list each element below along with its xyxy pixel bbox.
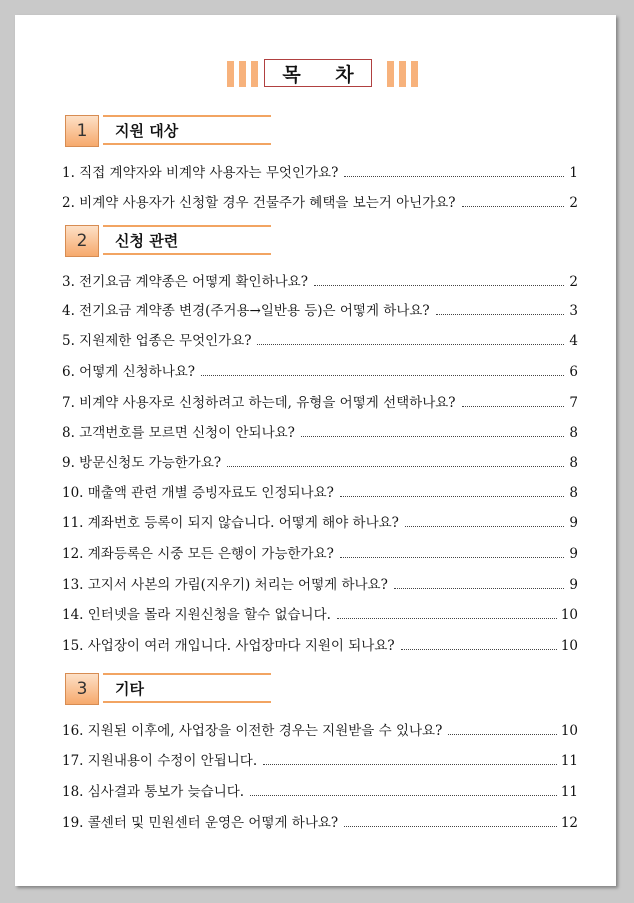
toc-leader: [340, 495, 564, 497]
title-left-stripes: [227, 61, 258, 87]
toc-item-text: 3. 전기요금 계약종은 어떻게 확인하나요?: [62, 274, 308, 290]
toc-item-text: 5. 지원제한 업종은 무엇인가요?: [62, 333, 252, 349]
toc-item-text: 7. 비계약 사용자로 신청하려고 하는데, 유형을 어떻게 선택하나요?: [62, 395, 456, 411]
toc-item-page: 3: [569, 303, 578, 319]
toc-item[interactable]: [62, 719, 578, 739]
toc-leader: [257, 343, 564, 345]
toc-item-text: 1. 직접 계약자와 비계약 사용자는 무엇인가요?: [62, 165, 339, 181]
toc-leader: [250, 794, 557, 796]
toc-item-text: 16. 지원된 이후에, 사업장을 이전한 경우는 지원받을 수 있나요?: [62, 723, 443, 739]
toc-item-page: 9: [569, 515, 578, 531]
toc-item-page: 11: [560, 753, 578, 769]
toc-item[interactable]: [62, 329, 578, 349]
toc-item[interactable]: [62, 511, 578, 531]
toc-item-page: 1: [569, 165, 578, 181]
toc-leader: [405, 525, 564, 527]
section-number: 1: [65, 115, 99, 147]
toc-item-text: 8. 고객번호를 모르면 신청이 안되나요?: [62, 425, 295, 441]
toc-leader: [340, 556, 564, 558]
toc-item[interactable]: [62, 360, 578, 380]
toc-item-page: 10: [560, 723, 578, 739]
toc-item-page: 2: [569, 195, 578, 211]
toc-item-text: 9. 방문신청도 가능한가요?: [62, 455, 222, 471]
toc-item[interactable]: [62, 191, 578, 211]
toc-title: 목 차: [282, 63, 368, 86]
toc-item-page: 8: [569, 425, 578, 441]
toc-item-text: 12. 계좌등록은 시중 모든 은행이 가능한가요?: [62, 546, 334, 562]
toc-item[interactable]: [62, 603, 578, 623]
document-page: [15, 15, 616, 886]
toc-item-text: 14. 인터넷을 몰라 지원신청을 할수 없습니다.: [62, 607, 331, 623]
toc-title-box: [264, 59, 372, 87]
toc-item-page: 7: [569, 395, 578, 411]
toc-item-page: 8: [569, 455, 578, 471]
section-title: 신청 관련: [103, 225, 271, 255]
toc-leader: [263, 763, 557, 765]
section-number: 3: [65, 673, 99, 705]
toc-item-text: 10. 매출액 관련 개별 증빙자료도 인정되나요?: [62, 485, 334, 501]
toc-leader: [394, 587, 564, 589]
toc-leader: [462, 405, 564, 407]
toc-item[interactable]: [62, 299, 578, 319]
toc-item[interactable]: [62, 270, 578, 290]
toc-item-text: 2. 비계약 사용자가 신청할 경우 건물주가 혜택을 보는거 아닌가요?: [62, 195, 456, 211]
toc-leader: [227, 465, 564, 467]
toc-leader: [436, 313, 564, 315]
toc-item[interactable]: [62, 481, 578, 501]
toc-item-page: 10: [560, 607, 578, 623]
toc-item-page: 9: [569, 546, 578, 562]
toc-item[interactable]: [62, 749, 578, 769]
section-title: 기타: [103, 673, 271, 703]
toc-leader: [462, 205, 564, 207]
toc-item-page: 2: [569, 274, 578, 290]
toc-item[interactable]: [62, 161, 578, 181]
toc-leader: [344, 175, 564, 177]
toc-item-text: 4. 전기요금 계약종 변경(주거용→일반용 등)은 어떻게 하나요?: [62, 303, 430, 319]
toc-item-text: 19. 콜센터 및 민원센터 운영은 어떻게 하나요?: [62, 815, 339, 831]
toc-leader: [401, 648, 557, 650]
toc-item-text: 15. 사업장이 여러 개입니다. 사업장마다 지원이 되나요?: [62, 638, 395, 654]
toc-title-banner: [15, 59, 616, 89]
toc-item-page: 8: [569, 485, 578, 501]
toc-item[interactable]: [62, 421, 578, 441]
toc-item-text: 18. 심사결과 통보가 늦습니다.: [62, 784, 245, 800]
toc-item-text: 11. 계좌번호 등록이 되지 않습니다. 어떻게 해야 하나요?: [62, 515, 399, 531]
toc-item-page: 6: [569, 364, 578, 380]
toc-leader: [448, 733, 557, 735]
toc-item[interactable]: [62, 634, 578, 654]
toc-item[interactable]: [62, 811, 578, 831]
toc-leader: [301, 435, 564, 437]
toc-item-page: 12: [560, 815, 578, 831]
toc-item[interactable]: [62, 780, 578, 800]
toc-item-page: 9: [569, 577, 578, 593]
section-title: 지원 대상: [103, 115, 271, 145]
toc-leader: [201, 374, 564, 376]
toc-item[interactable]: [62, 542, 578, 562]
toc-leader: [314, 284, 564, 286]
title-right-stripes: [387, 61, 418, 87]
toc-item-page: 4: [569, 333, 578, 349]
toc-item-page: 11: [560, 784, 578, 800]
toc-leader: [337, 617, 557, 619]
toc-item-text: 6. 어떻게 신청하나요?: [62, 364, 196, 380]
toc-item-text: 17. 지원내용이 수정이 안됩니다.: [62, 753, 258, 769]
toc-item[interactable]: [62, 451, 578, 471]
toc-item[interactable]: [62, 391, 578, 411]
toc-leader: [344, 825, 557, 827]
toc-item-page: 10: [560, 638, 578, 654]
section-number: 2: [65, 225, 99, 257]
toc-item-text: 13. 고지서 사본의 가림(지우기) 처리는 어떻게 하나요?: [62, 577, 388, 593]
toc-item[interactable]: [62, 573, 578, 593]
